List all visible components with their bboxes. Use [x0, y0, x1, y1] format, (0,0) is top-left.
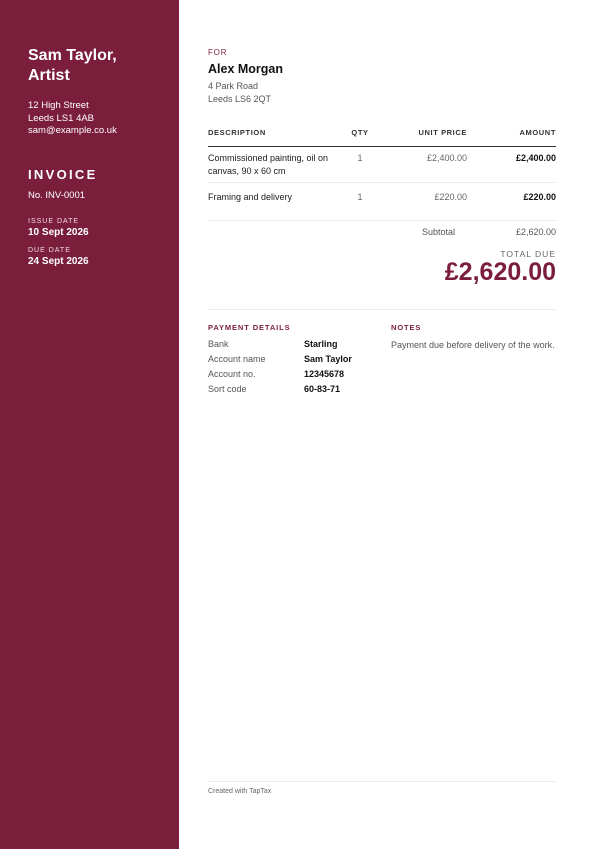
row-unit-price: £220.00 [434, 192, 467, 202]
payment-label: Sort code [208, 384, 247, 394]
sender-name: Sam Taylor, Artist [28, 47, 117, 84]
client-address-line: 4 Park Road [208, 81, 259, 91]
header-description: DESCRIPTION [208, 128, 266, 137]
payment-value: 60-83-71 [304, 384, 341, 394]
subtotal-value: £2,620.00 [515, 227, 556, 237]
header-qty: QTY [351, 128, 369, 137]
invoice-body [208, 0, 556, 849]
payment-details [208, 323, 378, 399]
section-divider [208, 309, 556, 310]
subtotal-label: Subtotal [422, 227, 456, 237]
total-due-label: TOTAL DUE [500, 249, 556, 259]
sidebar [0, 0, 179, 849]
payment-value: Sam Taylor [304, 354, 352, 364]
row-qty: 1 [357, 192, 363, 202]
payment-label: Account no. [208, 369, 256, 379]
sender-address-line: Leeds LS1 4AB [28, 112, 95, 124]
invoice-number: No. INV-0001 [28, 189, 86, 201]
payment-details-title: PAYMENT DETAILS [208, 323, 291, 332]
header-amount: AMOUNT [519, 128, 556, 137]
client-address-line: Leeds LS6 2QT [208, 93, 272, 104]
client-name: Alex Morgan [208, 62, 284, 76]
payment-row [208, 384, 378, 399]
row-amount: £220.00 [523, 192, 556, 202]
issue-date: 10 Sept 2026 [28, 226, 89, 238]
issue-date-label: ISSUE DATE [28, 217, 80, 225]
sender-address-line: 12 High Street [28, 100, 89, 111]
row-description: Commissioned painting, oil on canvas, 90 x 60 cm [208, 153, 329, 176]
payment-row [208, 354, 378, 369]
payment-value: 12345678 [304, 369, 345, 379]
for-label: FOR [208, 48, 228, 57]
client-address [208, 80, 271, 105]
row-qty: 1 [357, 153, 363, 163]
row-divider [208, 182, 556, 183]
header-unit-price: UNIT PRICE [418, 128, 467, 137]
payment-value: Starling [304, 339, 338, 349]
table-header [208, 128, 556, 147]
payment-row [208, 369, 378, 384]
total-due-value: £2,620.00 [444, 258, 556, 286]
notes-text: Payment due before delivery of the work. [391, 340, 555, 350]
due-date-label: DUE DATE [28, 246, 71, 254]
row-unit-price: £2,400.00 [426, 153, 467, 163]
row-amount: £2,400.00 [515, 153, 556, 163]
row-description: Framing and delivery [208, 192, 293, 202]
payment-label: Account name [208, 354, 266, 364]
due-date: 24 Sept 2026 [28, 255, 89, 267]
sender-email: sam@example.co.uk [28, 125, 117, 136]
invoice-title: INVOICE [28, 166, 98, 182]
row-divider [208, 220, 556, 221]
payment-label: Bank [208, 339, 229, 349]
notes-title: NOTES [391, 323, 422, 332]
footer-text: Created with TapTax [208, 788, 272, 795]
sender-address [28, 100, 151, 138]
payment-row [208, 339, 378, 354]
notes-section [391, 323, 556, 352]
footer-divider [208, 781, 556, 782]
